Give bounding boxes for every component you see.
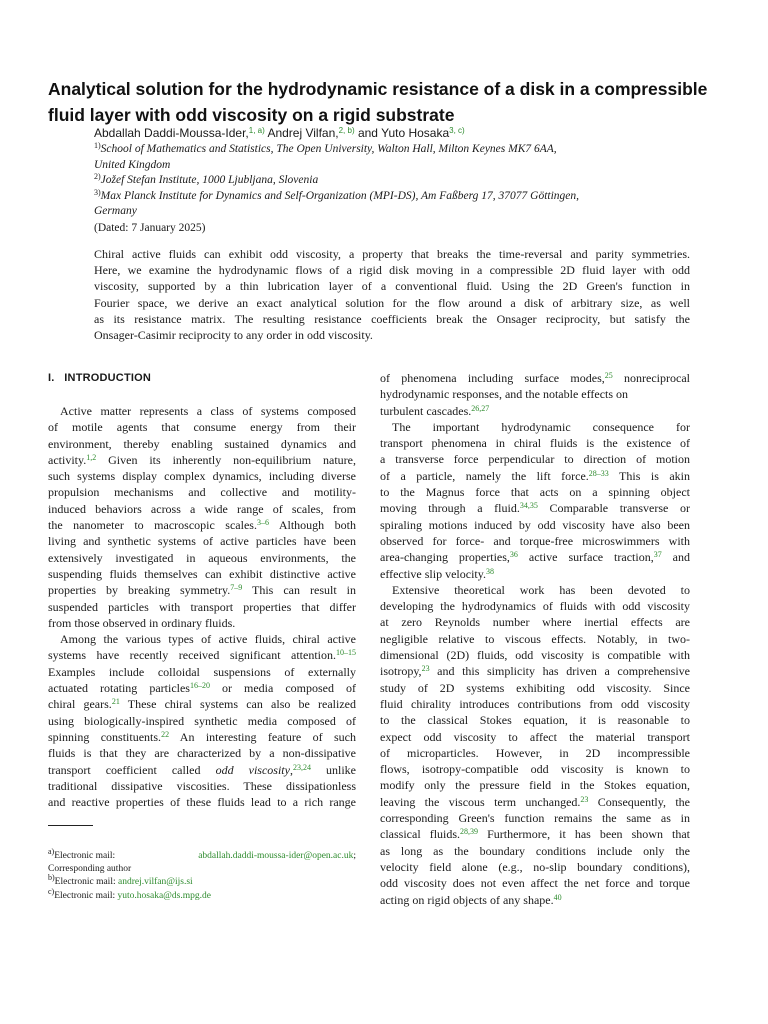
body-text-line: expect odd viscosity to affect the material transport: [380, 729, 690, 744]
body-text-line: classical fluids.$^{28,39}$ Furthermore, it has been shown that: [380, 827, 690, 842]
citation-link[interactable]: 38: [485, 566, 494, 576]
body-text-line: isotropy,$^{23}$ and this simplicity has driven a comprehensive: [380, 664, 690, 679]
footnote-c: $^{c)}$Electronic mail: yuto.hosaka@ds.mpg.de: [48, 886, 211, 901]
body-text-line: flows, isotropy-compatible odd viscosity is known to: [380, 762, 690, 777]
body-text-line: modify only the pressure field in the Stokes equation,: [380, 778, 690, 793]
affiliation-line: $^{1)}$School of Mathematics and Statistics, The Open University, Walton Hall, Milton Keynes MK7 6AA,: [94, 141, 557, 155]
body-text-line: suspended particles with transport properties that differ: [48, 599, 356, 614]
body-text-line: to the classical Stokes equation, it is reasonable to: [380, 713, 690, 728]
body-text-line: from those observed in ordinary fluids.: [48, 615, 236, 630]
body-text-line: at zero Reynolds number where inertial effects are: [380, 615, 690, 630]
citation-link[interactable]: 22: [161, 729, 170, 739]
citation-link[interactable]: 23,24: [292, 762, 311, 772]
affiliation-line: $^{2)}$Jožef Stefan Institute, 1000 Ljubljana, Slovenia: [94, 172, 319, 186]
citation-link[interactable]: 34,35: [519, 501, 538, 511]
body-text-line: the nanometer to macroscopic scales.$^{3-6}$ Although both: [48, 518, 356, 533]
citation-link[interactable]: 28–33: [588, 468, 609, 478]
body-text-line: a transverse force perpendicular to direction of motion: [380, 452, 690, 467]
body-text-line: observed for force- and torque-free microswimmers with: [380, 533, 690, 548]
body-text-line: actuated rotating particles$^{16-20}$ or media composed of: [48, 681, 357, 696]
abstract-line: Here, we examine the hydrodynamic flows of a rigid disk moving in a compressible 2D fluid layer with odd: [94, 263, 690, 278]
body-text-line: and reactive properties of these fluids lead to a rich range: [48, 795, 356, 810]
abstract-line: Onsager-Casimir reciprocity to any order in odd viscosity.: [94, 328, 373, 343]
footnote-b: $^{b)}$Electronic mail: andrej.vilfan@ijs.si: [48, 873, 193, 888]
abstract-line: as its resistance matrix. The resulting resistance coefficients break the Onsager reciprocity, but satisfy the: [94, 311, 690, 326]
body-text-line: Among the various types of active fluids, chiral active: [60, 632, 356, 647]
citation-link[interactable]: 21: [111, 697, 120, 707]
body-text-line: of a particle, namely the lift force.$^{28-33}$ This is akin: [380, 468, 691, 483]
body-text-line: transport phenomena in chiral fluids is the existence of: [380, 436, 690, 451]
body-text-line: Examples include colloidal suspensions of externally: [48, 664, 356, 679]
email-link[interactable]: andrej.vilfan@ijs.si: [117, 877, 193, 888]
body-text-line: induced behaviors across a wide range of scales, from: [48, 501, 356, 516]
citation-link[interactable]: 10–15: [336, 648, 356, 658]
abstract: [94, 246, 690, 343]
affiliation-line: United Kingdom: [94, 158, 171, 171]
citation-link[interactable]: 25: [604, 371, 613, 380]
body-text-line: area-changing properties,$^{36}$ active surface traction,$^{37}$ and: [380, 550, 691, 565]
author-name: and Yuto Hosaka: [354, 126, 450, 140]
body-text-line: properties by breaking symmetry.$^{7-9}$ This can result in: [48, 583, 356, 598]
body-text-line: environment, thereby enabling sustained dynamics and: [48, 436, 356, 451]
abstract-line: viscosity, supported by a thin lubrication layer of a conventional fluid. Using the 2D Green's function in: [94, 279, 690, 294]
body-text-line: suspending fluids themselves can exhibit distinctive active: [48, 566, 356, 581]
citation-link[interactable]: 16–20: [189, 681, 210, 691]
email-link[interactable]: yuto.hosaka@ds.mpg.de: [117, 890, 211, 901]
author-affil-mark[interactable]: 2, b): [338, 126, 355, 135]
abstract-line: Chiral active fluids can exhibit odd viscosity, a property that breaks the time-reversal and parity symmetries.: [94, 247, 690, 261]
body-text-line: moving through a fluid.$^{34,35}$ Comparable transverse or: [380, 501, 690, 516]
footnote-a: $^{a)}$Electronic mail: abdallah.daddi-moussa-ider@open.ac.uk;: [48, 847, 356, 861]
body-text-line: of motile agents that consume energy from their: [48, 420, 356, 435]
footnote-a-note: Corresponding author: [48, 864, 132, 875]
citation-link[interactable]: 3–6: [256, 518, 269, 528]
title-line: Analytical solution for the hydrodynamic resistance of a disk in a compressible: [48, 79, 708, 99]
body-text-line: hydrodynamic responses, and the notable effects on: [380, 387, 629, 402]
author-list: [94, 126, 465, 141]
affiliations: [94, 142, 664, 220]
left-column: [48, 370, 356, 810]
body-text-line: dimensional (2D) fluids, odd viscosity is compatible with: [380, 648, 690, 663]
citation-link[interactable]: 1,2: [86, 452, 97, 462]
body-text-line: spinning constituents.$^{22}$ An interesting feature of such: [48, 729, 356, 744]
body-text-line: velocity field alone (e.g., no-slip boundary conditions),: [380, 859, 690, 874]
citation-link[interactable]: 28,39: [460, 827, 479, 837]
body-text-line: The important hydrodynamic consequence for: [392, 419, 690, 434]
body-text-line: corresponding Green's function remains the same as in: [380, 811, 690, 826]
body-text-line: of phenomena including surface modes,$^{25}$ nonreciprocal: [380, 371, 690, 385]
body-text-line: of microparticles. However, in 2D incompressible: [380, 745, 690, 760]
body-text-line: turbulent cascades.$^{26,27}$: [380, 403, 490, 418]
footnote-rule: [48, 825, 93, 826]
citation-link[interactable]: 23: [421, 664, 430, 674]
body-text-line: to the Magnus force that acts on a spinning object: [380, 485, 690, 500]
body-text-line: extensively investigated in aqueous environments, the: [48, 550, 356, 565]
body-text-line: fluids is that they are characterized by a non-dissipative: [48, 746, 356, 761]
body-text-line: developing the hydrodynamics of fluids with odd viscosity: [380, 599, 690, 614]
body-text-line: using biologically-inspired synthetic media composed of: [48, 713, 356, 728]
body-text-line: propulsion mechanisms and collective and motility-: [48, 485, 356, 500]
citation-link[interactable]: 23: [580, 794, 589, 804]
citation-link[interactable]: 26,27: [471, 403, 490, 413]
affiliation-line: Germany: [94, 205, 137, 217]
author-name: Abdallah Daddi-Moussa-Ider,: [94, 126, 249, 140]
abstract-line: Fourier space, we derive an exact analytical solution for the flow around a disk of arbitrary size, as well: [94, 295, 690, 310]
body-text-line: chiral gears.$^{21}$ These chiral systems can also be realized: [48, 697, 356, 712]
body-text-line: living and synthetic systems of active particles have been: [48, 534, 356, 549]
body-text-line: fluid chirality introduces contributions from odd viscosity: [380, 696, 690, 711]
paper-title: [48, 76, 728, 128]
body-text-line: such systems display complex dynamics, including diverse: [48, 469, 356, 484]
body-text-line: negligible relative to viscous effects. Notably, in two-: [380, 631, 690, 646]
body-text-line: leaving the viscous term unchanged.$^{23}$ Consequently, the: [380, 794, 691, 809]
body-text-line: acting on rigid objects of any shape.$^{40}$: [380, 892, 562, 907]
body-text-line: study of 2D systems exhibiting odd viscosity. Since: [380, 680, 690, 695]
author-name: Andrej Vilfan,: [264, 126, 339, 140]
author-affil-mark[interactable]: 1, a): [248, 126, 265, 135]
citation-link[interactable]: 36: [509, 550, 518, 560]
body-text-line: transport coefficient called odd viscosity,$^{23,24}$ unlike: [48, 762, 357, 777]
body-text-line: Extensive theoretical work has been devoted to: [392, 582, 690, 597]
footnotes: [48, 847, 356, 903]
email-link[interactable]: abdallah.daddi-moussa-ider@open.ac.uk: [198, 851, 354, 861]
body-text-line: systems have recently received significant attention.$^{10-15}$: [48, 648, 356, 663]
body-text-line: as long as the boundary conditions include only the: [380, 843, 690, 858]
citation-link[interactable]: 40: [553, 892, 562, 902]
citation-link[interactable]: 37: [653, 550, 662, 560]
title-line: fluid layer with odd viscosity on a rigid substrate: [48, 105, 455, 125]
dated-line: (Dated: 7 January 2025): [94, 222, 206, 234]
author-affil-mark[interactable]: 3, c): [449, 126, 465, 135]
left-column-body: [48, 403, 356, 810]
body-text-line: activity.$^{1,2}$ Given its inherently non-equilibrium nature,: [48, 452, 356, 467]
body-text-line: effective slip velocity.$^{38}$: [380, 566, 494, 581]
body-text-line: spiraling motions induced by odd viscosity have also been: [380, 517, 690, 532]
affiliation-line: $^{3)}$Max Planck Institute for Dynamics and Self-Organization (MPI-DS), Am Faßberg 17, 37077 Göttingen,: [94, 187, 580, 202]
right-column: [380, 370, 690, 908]
section-heading: I. INTRODUCTION: [48, 372, 152, 384]
body-text-line: traditional dissipative viscosities. These dissipationless: [48, 778, 356, 793]
body-text-line: Active matter represents a class of systems composed: [60, 404, 356, 418]
right-column-body: [380, 370, 690, 908]
citation-link[interactable]: 7–9: [230, 583, 243, 593]
body-text-line: odd viscosity does not even affect the net force and torque: [380, 876, 690, 891]
